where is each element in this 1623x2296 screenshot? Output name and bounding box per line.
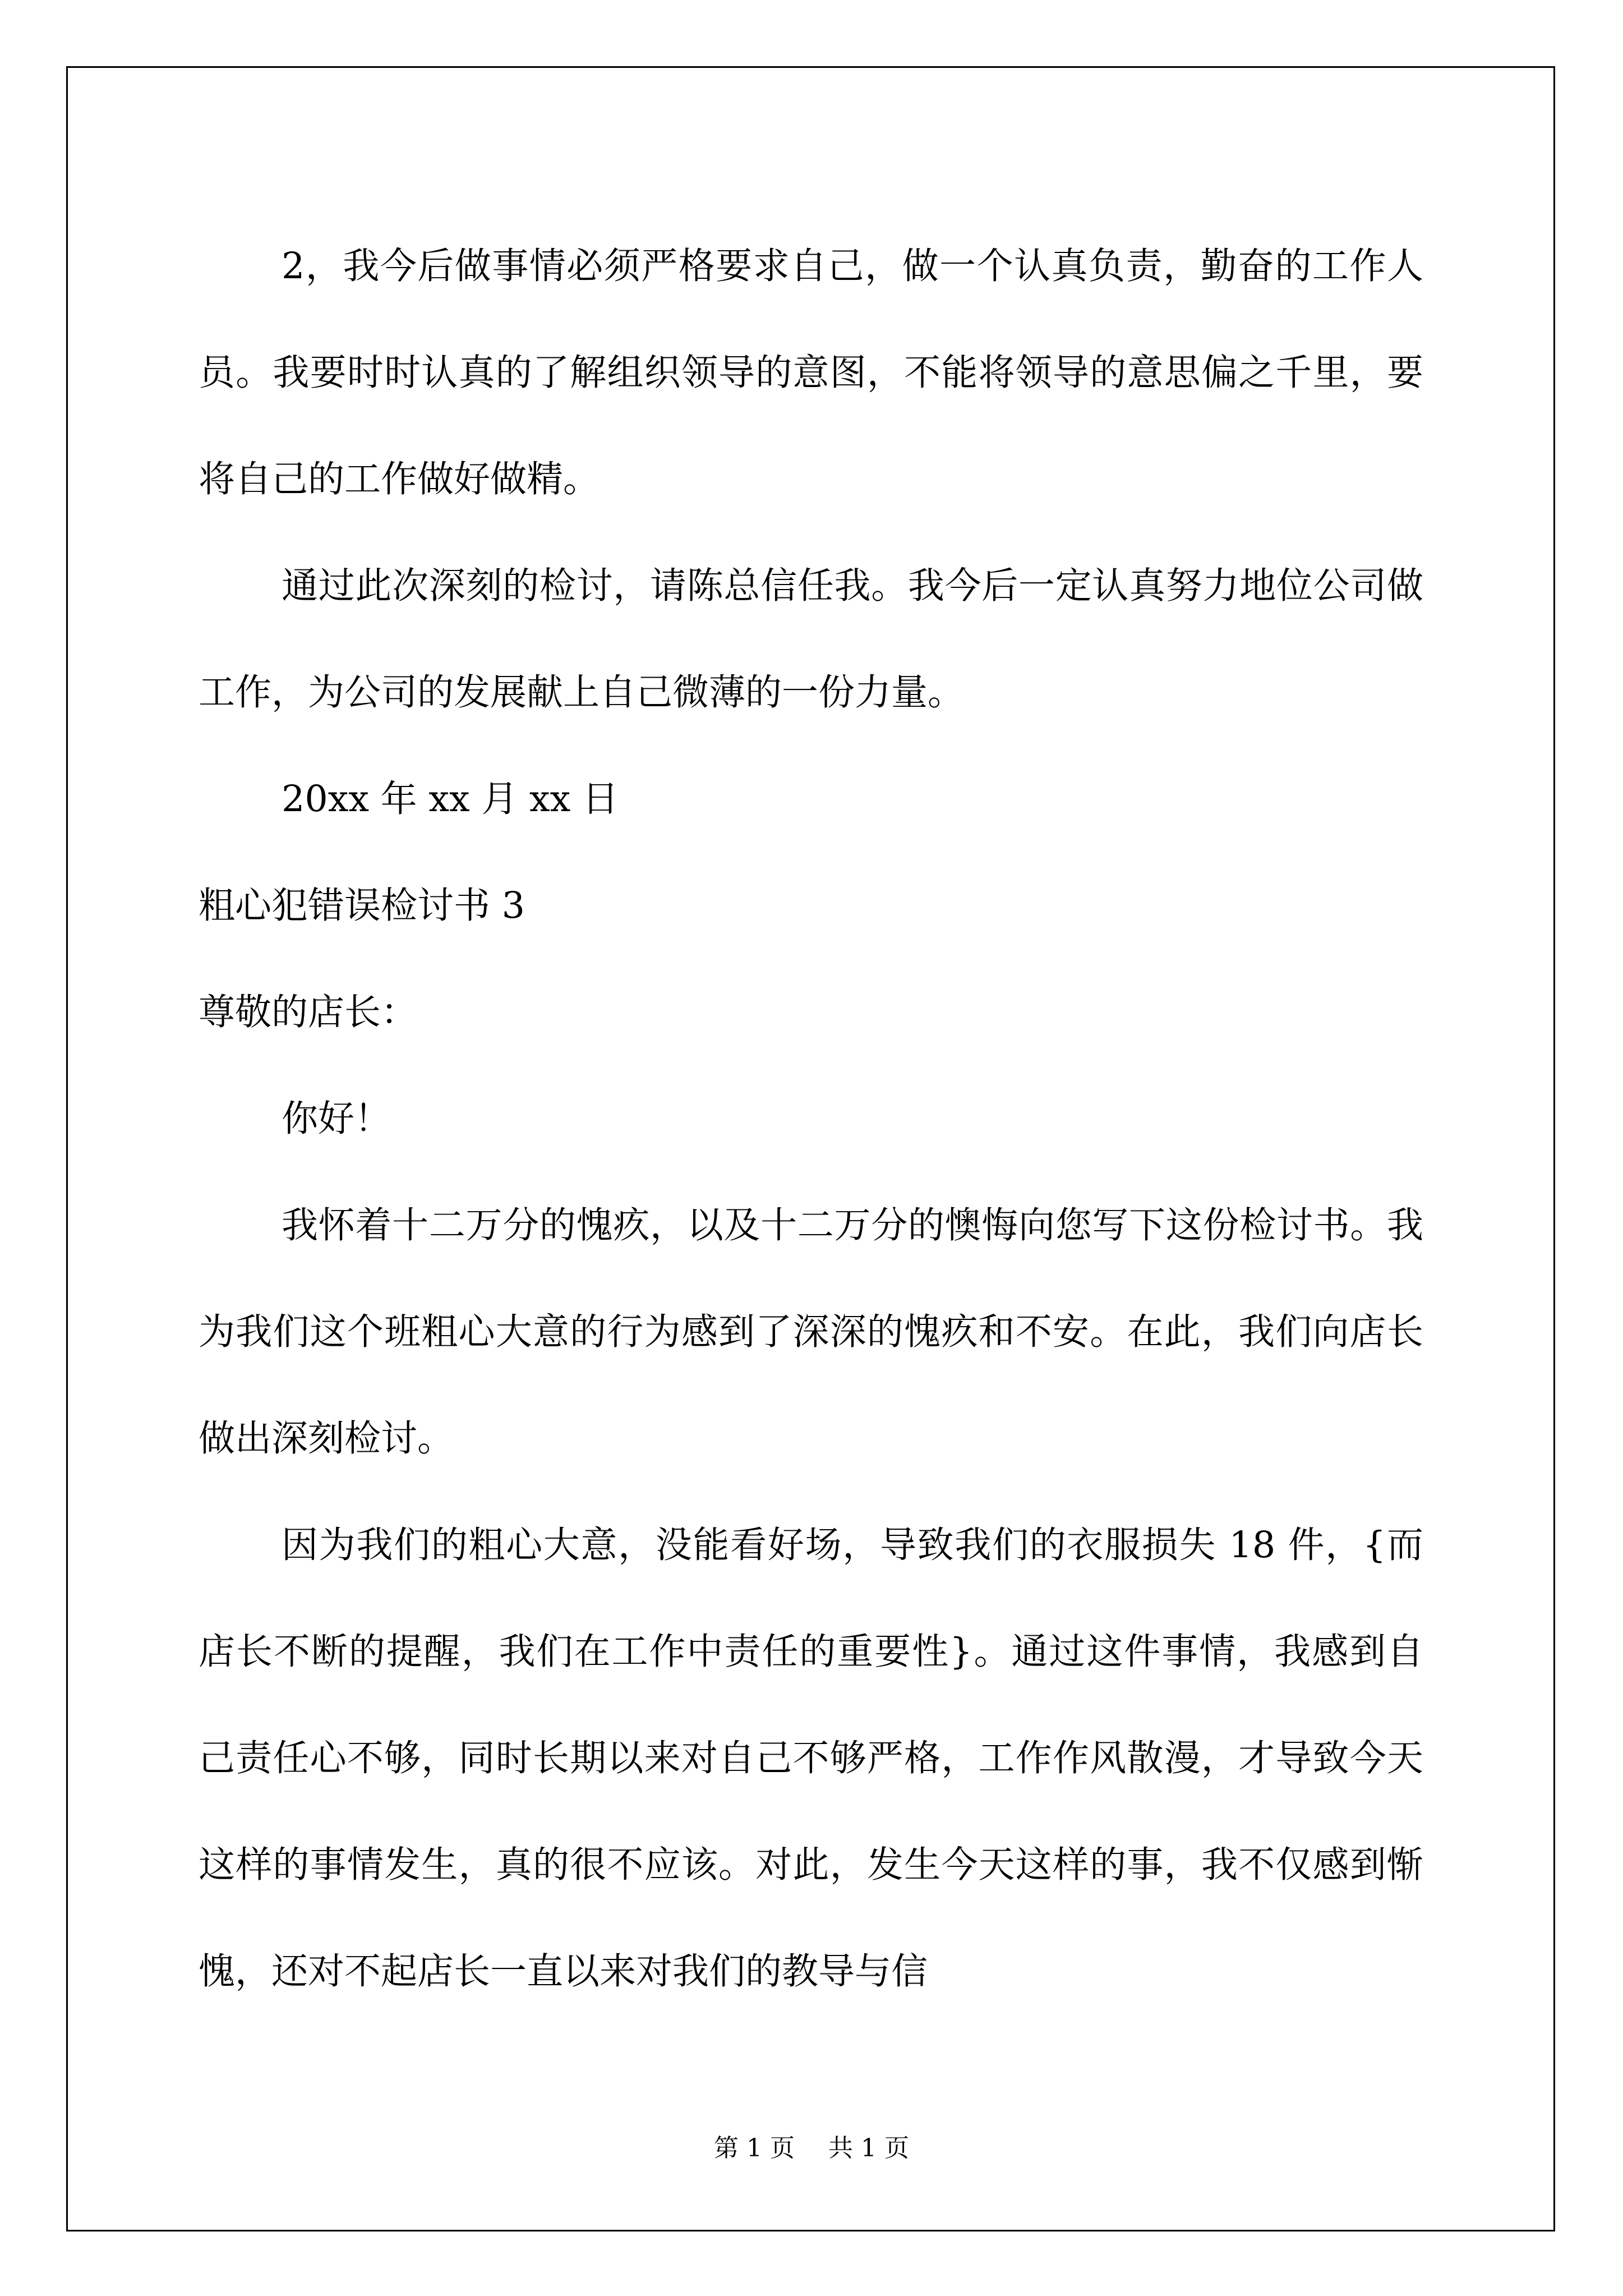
page-number: 第 1 页 <box>714 2134 795 2162</box>
salutation: 尊敬的店长： <box>199 991 418 1033</box>
page-footer <box>0 2132 1623 2165</box>
greeting: 你好！ <box>282 1098 391 1140</box>
paragraph-commitment: 2，我今后做事情必须严格要求自己，做一个认真负责，勤奋的工作人员。我要时时认真的了解组织领导的意图，不能将领导的意思偏之千里，要将自己的工作做好做精。 <box>199 245 1423 500</box>
section-title: 粗心犯错误检讨书 3 <box>199 885 525 927</box>
paragraph-apology: 我怀着十二万分的愧疚，以及十二万分的懊悔向您写下这份检讨书。我为我们这个班粗心大意的行为感到了深深的愧疚和不安。在此，我们向店长做出深刻检讨。 <box>199 1204 1423 1460</box>
paragraph-incident: 因为我们的粗心大意，没能看好场，导致我们的衣服损失 18 件，{而店长不断的提醒，我们在工作中责任的重要性}。通过这件事情，我感到自己责任心不够，同时长期以来对自己不够严格，工作作风散漫，才导致今天这样的事情发生，真的很不应该。对此，发生今天这样的事，我不仅感到惭愧，还对不起店长一直以来对我们的教导与信 <box>199 1524 1423 1993</box>
date-line: 20xx 年 xx 月 xx 日 <box>282 778 619 820</box>
page-total: 共 1 页 <box>828 2134 909 2162</box>
document-body <box>199 213 1423 2025</box>
paragraph-closing: 通过此次深刻的检讨，请陈总信任我。我今后一定认真努力地位公司做工作，为公司的发展献上自己微薄的一份力量。 <box>199 565 1423 714</box>
